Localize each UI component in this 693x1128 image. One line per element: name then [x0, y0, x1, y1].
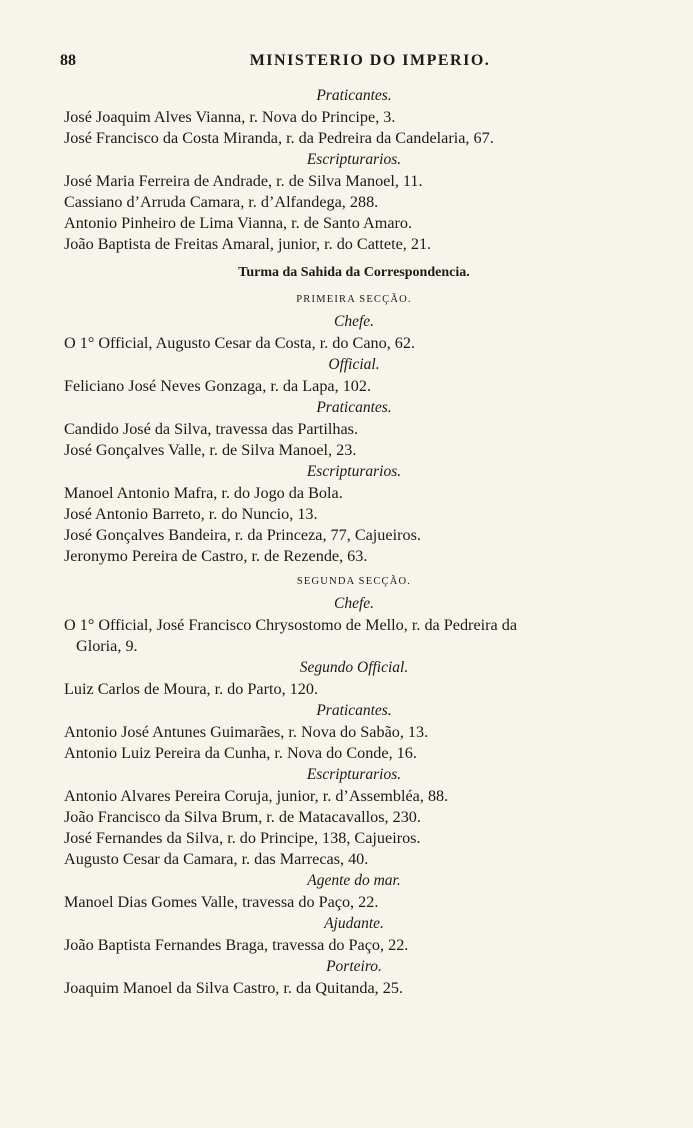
running-title: MINISTERIO DO IMPERIO.	[249, 52, 491, 69]
page-number: 88	[60, 52, 76, 69]
section-heading: Praticantes.	[316, 87, 392, 104]
entry-line: Luiz Carlos de Moura, r. do Parto, 120.	[64, 680, 319, 698]
entry-line: Antonio Luiz Pereira da Cunha, r. Nova do Conde, 16.	[64, 744, 417, 762]
entry-line: José Gonçalves Bandeira, r. da Princeza, 77, Cajueiros.	[64, 526, 421, 544]
section-heading: Porteiro.	[326, 958, 382, 975]
division-title: Turma da Sahida da Correspondencia.	[238, 265, 470, 280]
entry-line-continuation: Gloria, 9.	[76, 637, 138, 655]
entry-line: O 1° Official, José Francisco Chrysostomo de Mello, r. da Pedreira da	[64, 616, 518, 634]
entry-line: Manoel Dias Gomes Valle, travessa do Paço, 22.	[64, 893, 379, 911]
section-heading: Escripturarios.	[306, 463, 402, 480]
entry-line: Joaquim Manoel da Silva Castro, r. da Quitanda, 25.	[64, 979, 403, 997]
entry-line: José Fernandes da Silva, r. do Principe, 138, Cajueiros.	[64, 829, 421, 847]
section-heading: Segundo Official.	[299, 659, 409, 676]
entry-line: João Francisco da Silva Brum, r. de Matacavallos, 230.	[64, 808, 421, 826]
section-heading: Praticantes.	[316, 702, 392, 719]
subsection-title: SEGUNDA SECÇÃO.	[296, 576, 412, 587]
entry-line: Candido José da Silva, travessa das Partilhas.	[64, 420, 359, 438]
section-heading: Official.	[328, 356, 380, 373]
entry-line: João Baptista Fernandes Braga, travessa do Paço, 22.	[64, 936, 409, 954]
entry-line: João Baptista de Freitas Amaral, junior, r. do Cattete, 21.	[64, 235, 432, 253]
entry-line: Cassiano d’Arruda Camara, r. d’Alfandega, 288.	[64, 193, 379, 211]
entry-line: José Francisco da Costa Miranda, r. da Pedreira da Candelaria, 67.	[64, 129, 494, 147]
entry-line: Feliciano José Neves Gonzaga, r. da Lapa, 102.	[64, 377, 372, 395]
subsection-title: PRIMEIRA SECÇÃO.	[296, 294, 412, 305]
section-heading: Praticantes.	[316, 399, 392, 416]
page-header	[60, 52, 640, 78]
entry-line: Jeronymo Pereira de Castro, r. de Rezende, 63.	[64, 547, 368, 565]
entry-line: Antonio Alvares Pereira Coruja, junior, r. d’Assembléa, 88.	[64, 787, 449, 805]
entry-line: O 1° Official, Augusto Cesar da Costa, r. do Cano, 62.	[64, 334, 416, 352]
section-heading: Escripturarios.	[306, 766, 402, 783]
entry-line: Antonio José Antunes Guimarães, r. Nova do Sabão, 13.	[64, 723, 429, 741]
section-heading: Escripturarios.	[306, 151, 402, 168]
entry-line: José Maria Ferreira de Andrade, r. de Silva Manoel, 11.	[64, 172, 423, 190]
entry-line: Augusto Cesar da Camara, r. das Marrecas, 40.	[64, 850, 369, 868]
section-heading: Ajudante.	[324, 915, 384, 932]
entry-line: Antonio Pinheiro de Lima Vianna, r. de Santo Amaro.	[64, 214, 413, 232]
entry-line: Manoel Antonio Mafra, r. do Jogo da Bola.	[64, 484, 343, 502]
entry-line: José Antonio Barreto, r. do Nuncio, 13.	[64, 505, 318, 523]
entry-line: José Gonçalves Valle, r. de Silva Manoel, 23.	[64, 441, 357, 459]
section-heading: Agente do mar.	[307, 872, 401, 889]
section-heading: Chefe.	[333, 595, 375, 612]
entry-line: José Joaquim Alves Vianna, r. Nova do Principe, 3.	[64, 108, 396, 126]
page-body	[64, 85, 644, 999]
section-heading: Chefe.	[333, 313, 375, 330]
